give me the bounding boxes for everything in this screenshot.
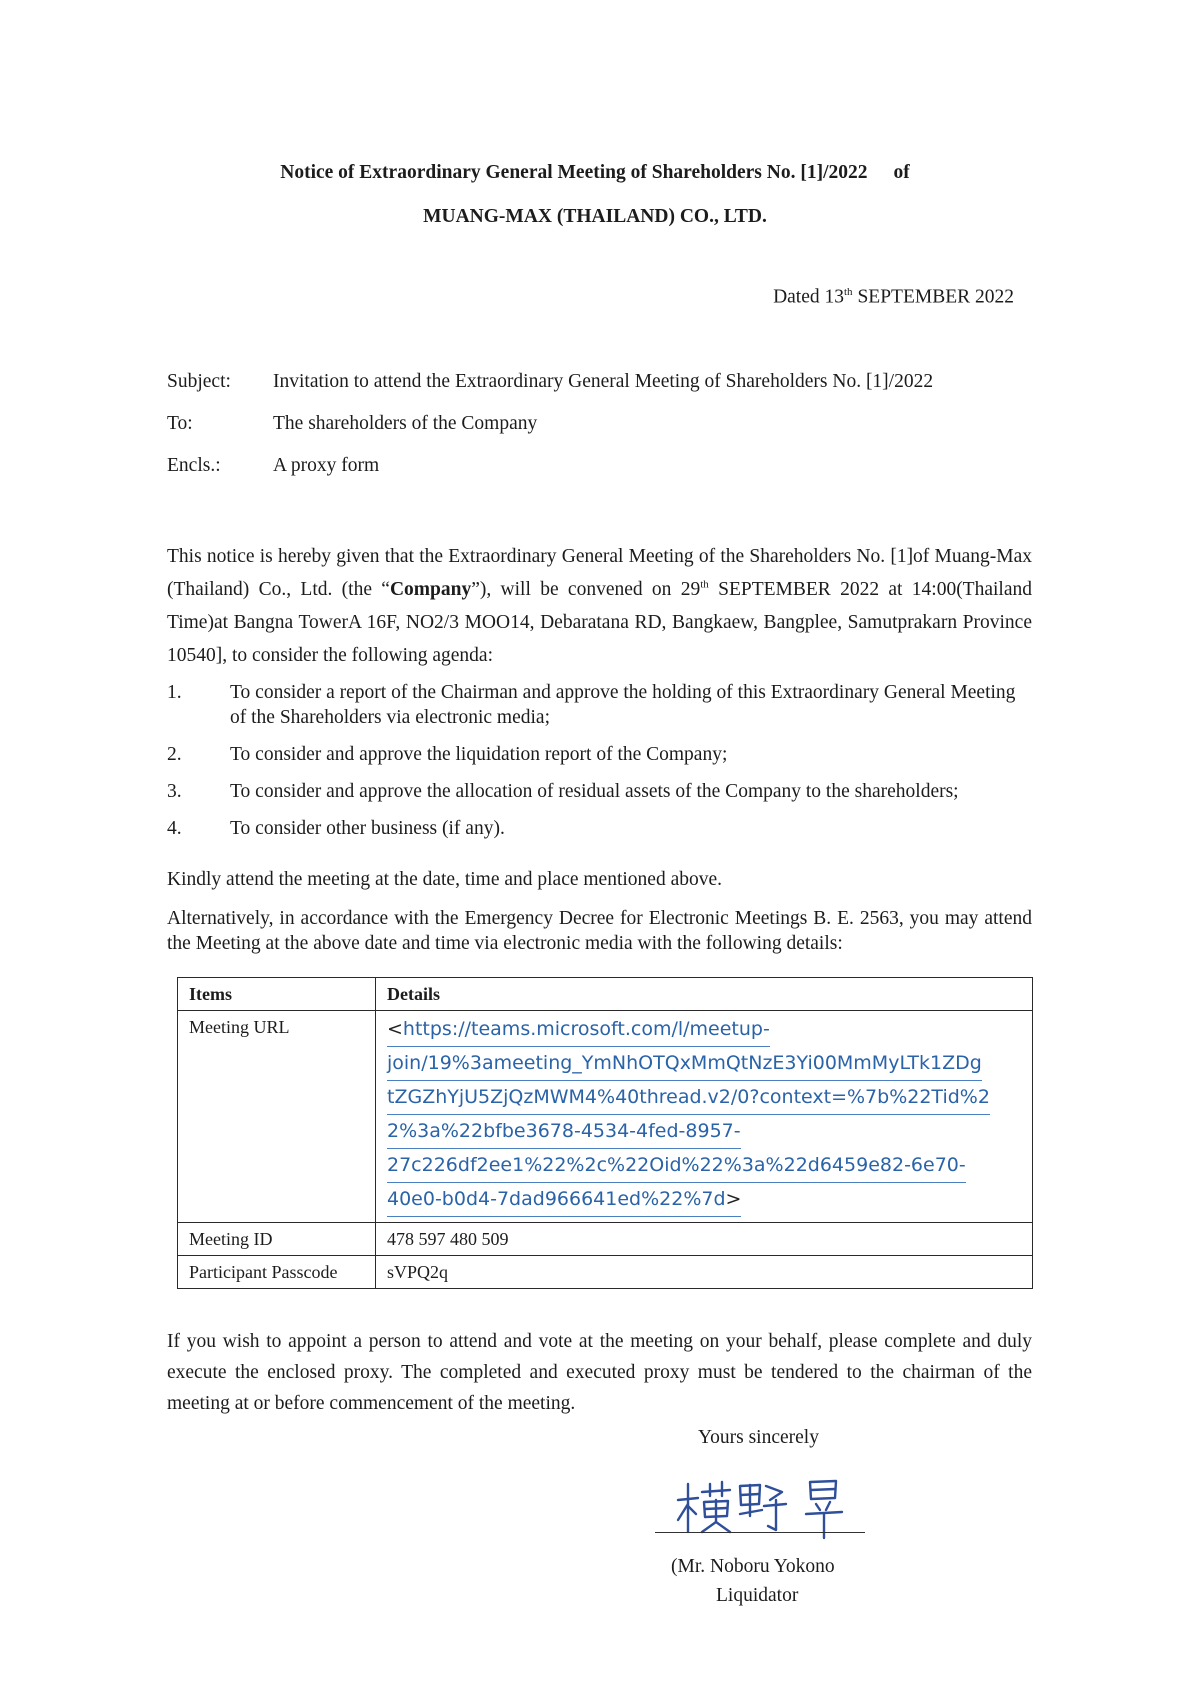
to-value: The shareholders of the Company bbox=[273, 413, 538, 434]
subject-label: Subject: bbox=[167, 371, 231, 392]
dated-line: Dated 13th SEPTEMBER 2022 bbox=[773, 286, 1014, 308]
url-line[interactable]: 27c226df2ee1%22%2c%22Oid%22%3a%22d6459e82-6e70- bbox=[387, 1149, 966, 1183]
subject-row bbox=[167, 371, 933, 393]
alternative-paragraph: Alternatively, in accordance with the Emergency Decree for Electronic Meetings B. E. 2563, you may attend the Meeting at the above date and time via electronic media with the following details: bbox=[167, 908, 1032, 954]
meeting-id-value: 478 597 480 509 bbox=[376, 1223, 1033, 1256]
encls-label: Encls.: bbox=[167, 455, 221, 476]
table-row bbox=[178, 1223, 1033, 1256]
signatory-name: (Mr. Noboru Yokono bbox=[671, 1556, 835, 1577]
agenda-text: To consider and approve the allocation of residual assets of the Company to the shareholders; bbox=[230, 781, 959, 802]
meeting-id-label: Meeting ID bbox=[178, 1223, 376, 1256]
passcode-label: Participant Passcode bbox=[178, 1256, 376, 1289]
to-row bbox=[167, 413, 537, 435]
passcode-value: sVPQ2q bbox=[376, 1256, 1033, 1289]
agenda-text: To consider and approve the liquidation report of the Company; bbox=[230, 744, 728, 765]
agenda-number: 2. bbox=[167, 744, 182, 765]
agenda-item bbox=[167, 779, 1032, 804]
url-line[interactable]: 2%3a%22bfbe3678-4534-4fed-8957- bbox=[387, 1115, 741, 1149]
url-line[interactable]: join/19%3ameeting_YmNhOTQxMmQtNzE3Yi00MmMyLTk1ZDg bbox=[387, 1047, 982, 1081]
subject-value: Invitation to attend the Extraordinary General Meeting of Shareholders No. [1]/2022 bbox=[273, 371, 934, 392]
meeting-url-link[interactable] bbox=[376, 1011, 1033, 1223]
agenda-item bbox=[167, 816, 1032, 841]
table-row bbox=[178, 1011, 1033, 1223]
proxy-paragraph: If you wish to appoint a person to attend and vote at the meeting on your behalf, please complete and duly execute the enclosed proxy. The completed and executed proxy must be tendered to the chairman of the meeting at or before commencement of the meeting. bbox=[167, 1331, 1032, 1414]
handwritten-signature bbox=[670, 1470, 870, 1540]
company-defined-term: Company bbox=[389, 579, 472, 600]
encls-row bbox=[167, 455, 379, 477]
closing-salutation: Yours sincerely bbox=[698, 1427, 819, 1448]
agenda-item bbox=[167, 742, 1032, 767]
url-line[interactable]: tZGZhYjU5ZjQzMWM4%40thread.v2/0?context=%7b%22Tid%2 bbox=[387, 1081, 990, 1115]
document-title bbox=[0, 162, 1190, 184]
encls-value: A proxy form bbox=[273, 455, 380, 476]
signature-line bbox=[655, 1532, 865, 1533]
agenda-item bbox=[167, 680, 1032, 730]
signatory-role: Liquidator bbox=[716, 1585, 799, 1606]
intro-paragraph: This notice is hereby given that the Extraordinary General Meeting of the Shareholders No. [1]of Muang-Max (Thailand) Co., Ltd. (the “Company”), will be convened on 29th SEPTEMBER 2022 at 14:00(Thailand Time)at Bangna TowerA 16F, NO2/3 MOO14, Debaratana RD, Bangkaew, Bangplee, Samutprakarn Province 10540], to consider the following agenda: bbox=[167, 546, 1032, 666]
agenda-number: 4. bbox=[167, 818, 182, 839]
url-line[interactable]: <https://teams.microsoft.com/l/meetup- bbox=[387, 1013, 770, 1047]
title-line1-suffix: of bbox=[893, 162, 910, 183]
agenda-number: 1. bbox=[167, 682, 182, 703]
agenda-text: To consider a report of the Chairman and approve the holding of this Extraordinary General Meeting of the Shareholders via electronic media; bbox=[230, 682, 1016, 728]
attend-paragraph: Kindly attend the meeting at the date, time and place mentioned above. bbox=[167, 869, 723, 890]
company-name-title: MUANG-MAX (THAILAND) CO., LTD. bbox=[423, 206, 767, 227]
to-label: To: bbox=[167, 413, 193, 434]
header-items: Items bbox=[178, 978, 376, 1011]
agenda-text: To consider other business (if any). bbox=[230, 818, 505, 839]
table-row bbox=[178, 1256, 1033, 1289]
title-line1: Notice of Extraordinary General Meeting of Shareholders No. [1]/2022 bbox=[280, 162, 868, 183]
table-header-row bbox=[178, 978, 1033, 1011]
agenda-number: 3. bbox=[167, 781, 182, 802]
meeting-details-table bbox=[177, 977, 1033, 1289]
url-line[interactable]: 40e0-b0d4-7dad966641ed%22%7d> bbox=[387, 1183, 741, 1217]
meeting-url-label: Meeting URL bbox=[178, 1011, 376, 1223]
header-details: Details bbox=[376, 978, 1033, 1011]
